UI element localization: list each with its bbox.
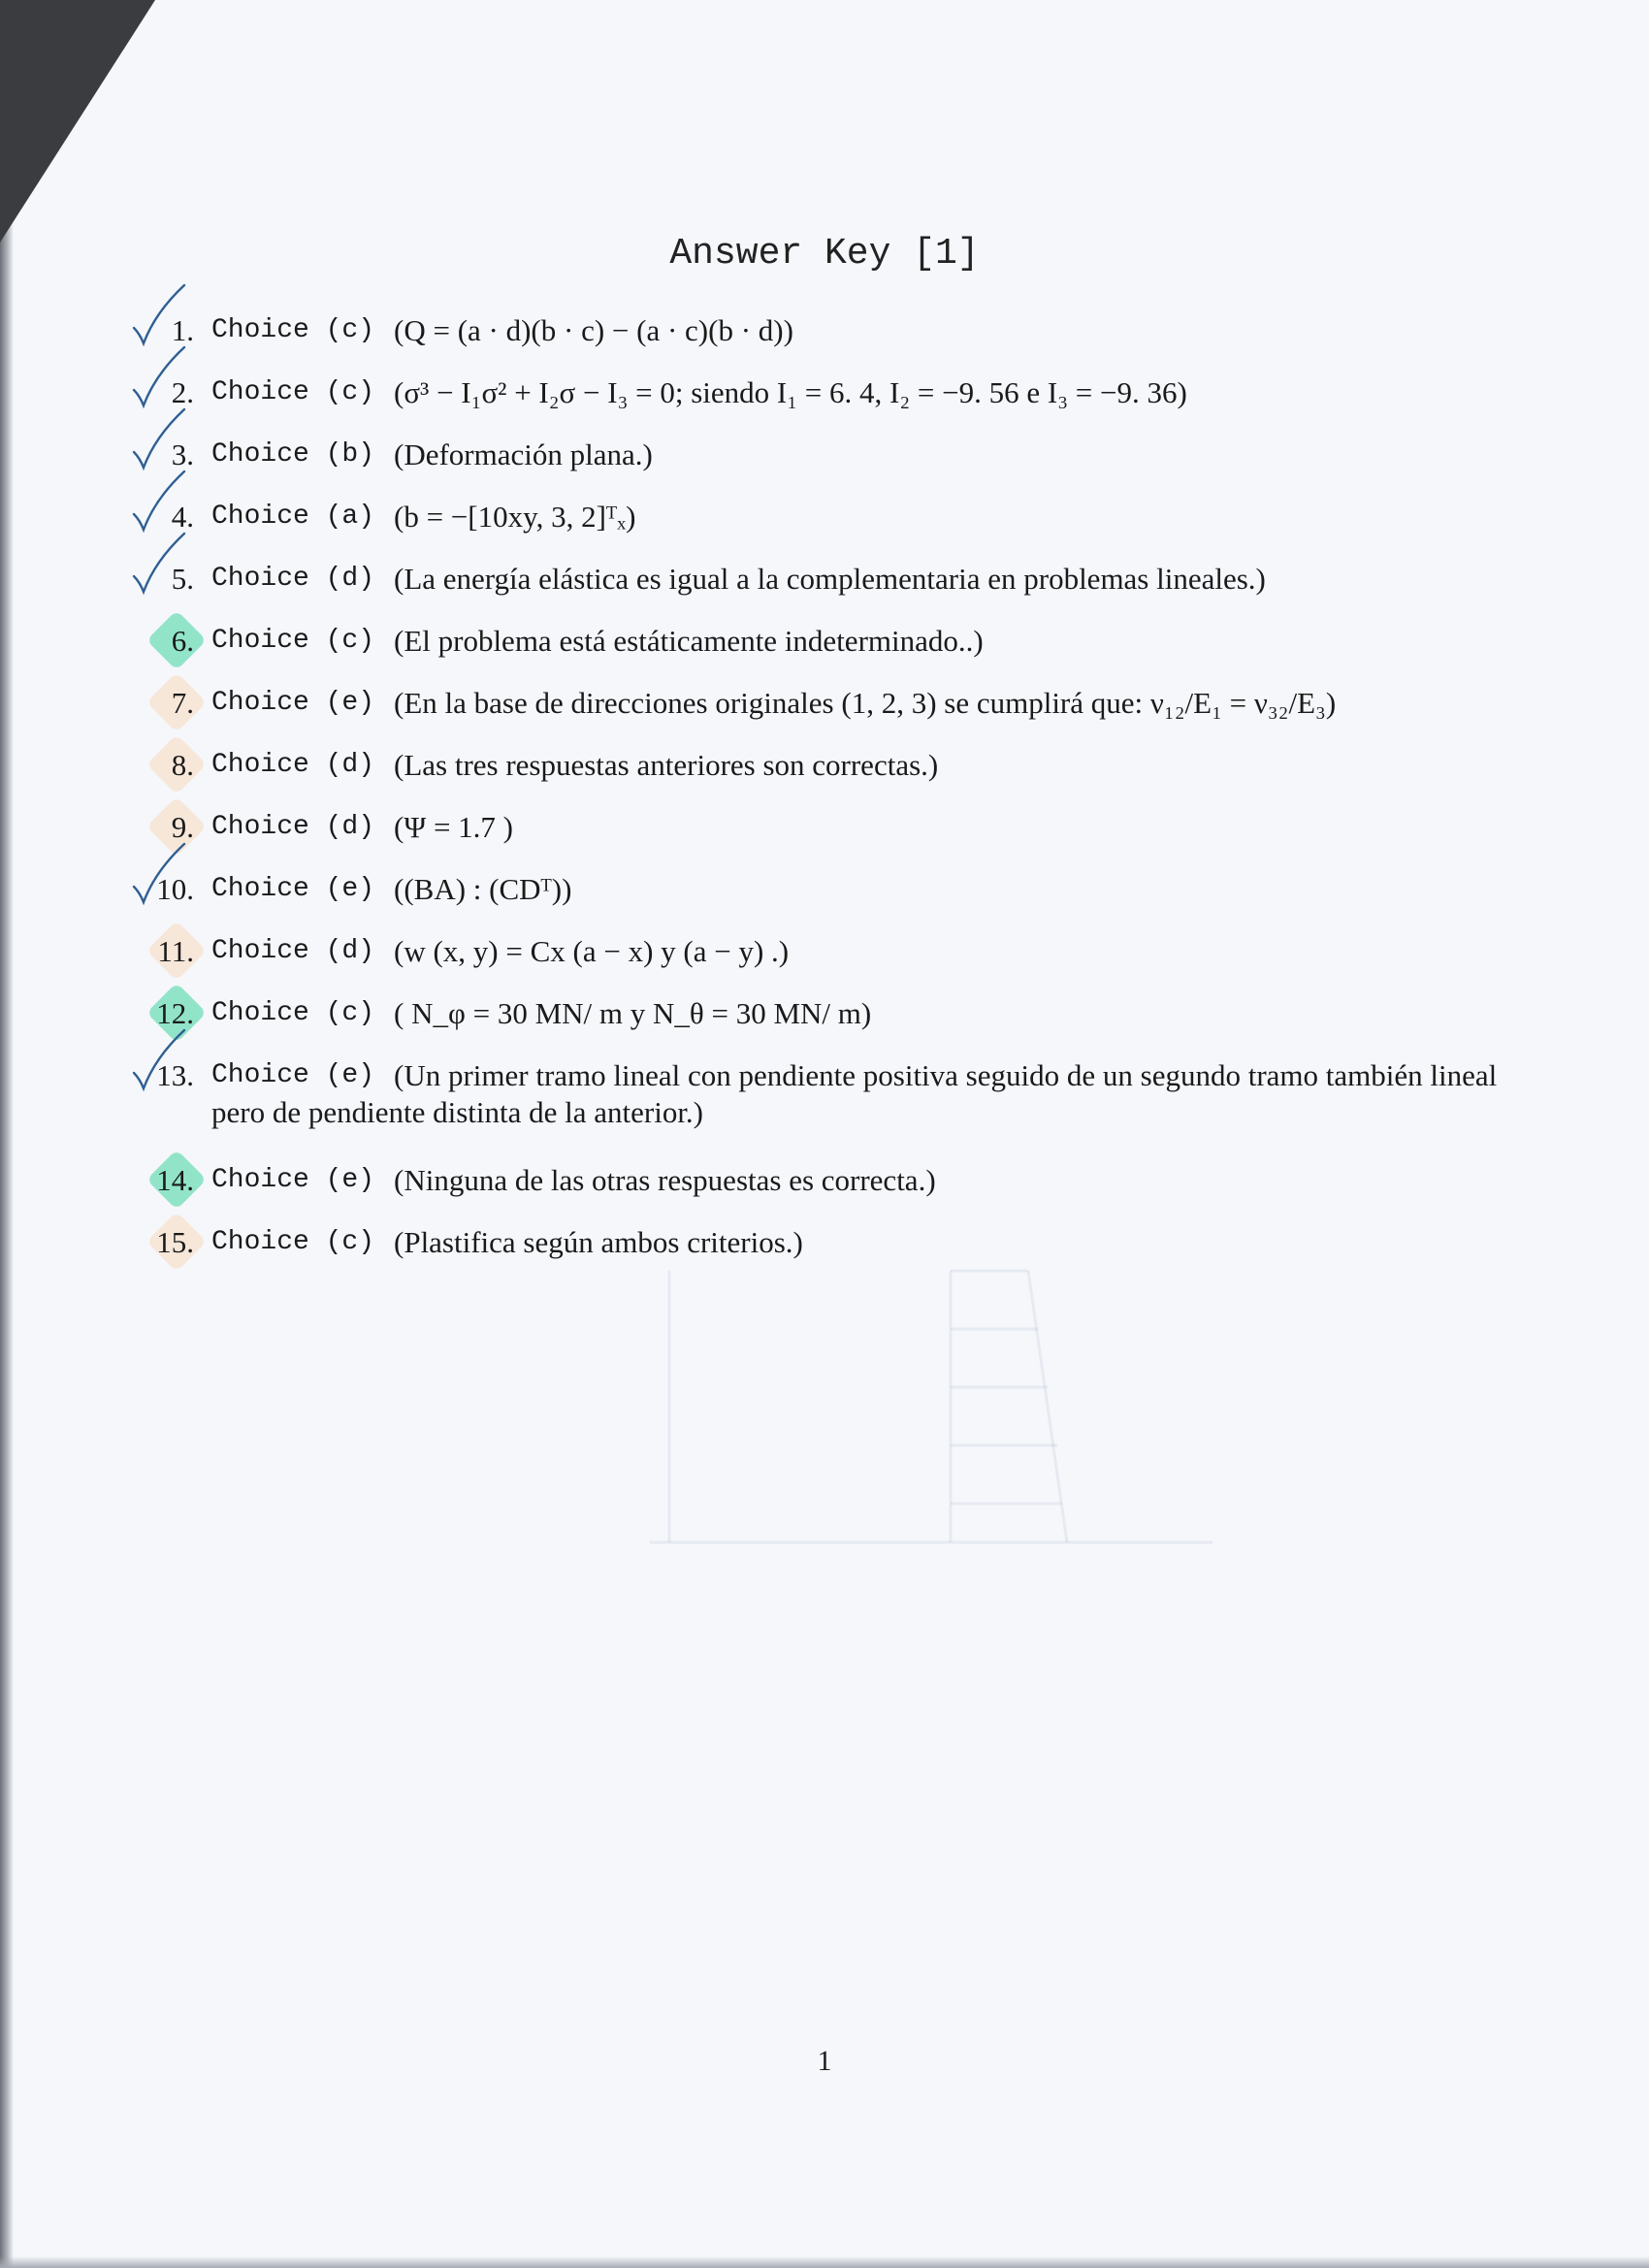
item-choice: Choice (e): [211, 1060, 375, 1090]
item-answer-text: (Las tres respuestas anteriores son correctas.): [394, 748, 939, 782]
page-title: Answer Key [1]: [669, 233, 980, 275]
item-choice: Choice (c): [211, 315, 375, 345]
item-number: 9.: [171, 810, 194, 844]
item-answer-text: (b = −[10xy, 3, 2]ᵀₓ): [394, 500, 636, 534]
item-number: 1.: [171, 313, 194, 347]
item-number: 11.: [157, 934, 194, 968]
item-number: 5.: [171, 562, 194, 596]
item-choice: Choice (b): [211, 439, 375, 470]
scan-left-edge: [0, 0, 14, 2268]
item-number: 14.: [156, 1163, 194, 1197]
item-choice: Choice (c): [211, 998, 375, 1028]
item-answer-text: (Deformación plana.): [394, 437, 653, 471]
item-answer-text: (Un primer tramo lineal con pendiente positiva seguido de un segundo tramo también lineal pero de pendiente distinta de la anterior.): [211, 1058, 1498, 1129]
item-answer-text: (Ninguna de las otras respuestas es correcta.): [394, 1163, 936, 1197]
item-answer-text: (En la base de direcciones originales (1, 2, 3) se cumplirá que: ν₁₂/E₁ = ν₃₂/E₃): [394, 686, 1337, 720]
item-choice: Choice (e): [211, 874, 375, 904]
item-choice: Choice (a): [211, 502, 375, 532]
item-answer-text: (El problema está estáticamente indeterminado..): [394, 624, 984, 658]
item-choice: Choice (d): [211, 936, 375, 966]
item-number: 8.: [171, 748, 194, 782]
item-answer-text: (La energía elástica es igual a la complementaria en problemas lineales.): [394, 562, 1266, 596]
item-answer-text: (Plastifica según ambos criterios.): [394, 1225, 803, 1259]
item-choice: Choice (d): [211, 564, 375, 594]
item-answer-text: (Q = (a · d)(b · c) − (a · c)(b · d)): [394, 313, 793, 347]
item-number: 7.: [171, 686, 194, 720]
item-choice: Choice (c): [211, 1227, 375, 1257]
item-answer-text: (Ψ = 1.7 ): [394, 810, 514, 844]
scan-bottom-edge: [0, 2256, 1649, 2268]
bleed-through-figure: [630, 1251, 1232, 1581]
item-choice: Choice (c): [211, 377, 375, 407]
item-answer-text: (w (x, y) = Cx (a − x) y (a − y) .): [394, 934, 790, 968]
item-answer-text: ((BA) : (CDᵀ)): [394, 872, 572, 906]
item-number: 6.: [171, 624, 194, 658]
item-answer-text: ( N_φ = 30 MN/ m y N_θ = 30 MN/ m): [394, 996, 872, 1030]
item-choice: Choice (d): [211, 812, 375, 842]
item-number: 13.: [156, 1058, 194, 1092]
page-number: 1: [817, 2045, 832, 2077]
item-choice: Choice (e): [211, 1165, 375, 1195]
item-number: 2.: [171, 375, 194, 409]
item-number: 3.: [171, 437, 194, 471]
folded-corner: [0, 0, 155, 243]
item-number: 10.: [156, 872, 194, 906]
item-number: 15.: [156, 1225, 194, 1259]
item-answer-text: (σ³ − I₁σ² + I₂σ − I₃ = 0; siendo I₁ = 6. 4, I₂ = −9. 56 e I₃ = −9. 36): [394, 375, 1187, 409]
item-choice: Choice (d): [211, 750, 375, 780]
item-number: 4.: [171, 500, 194, 534]
item-number: 12.: [156, 996, 194, 1030]
item-choice: Choice (e): [211, 688, 375, 718]
item-choice: Choice (c): [211, 626, 375, 656]
